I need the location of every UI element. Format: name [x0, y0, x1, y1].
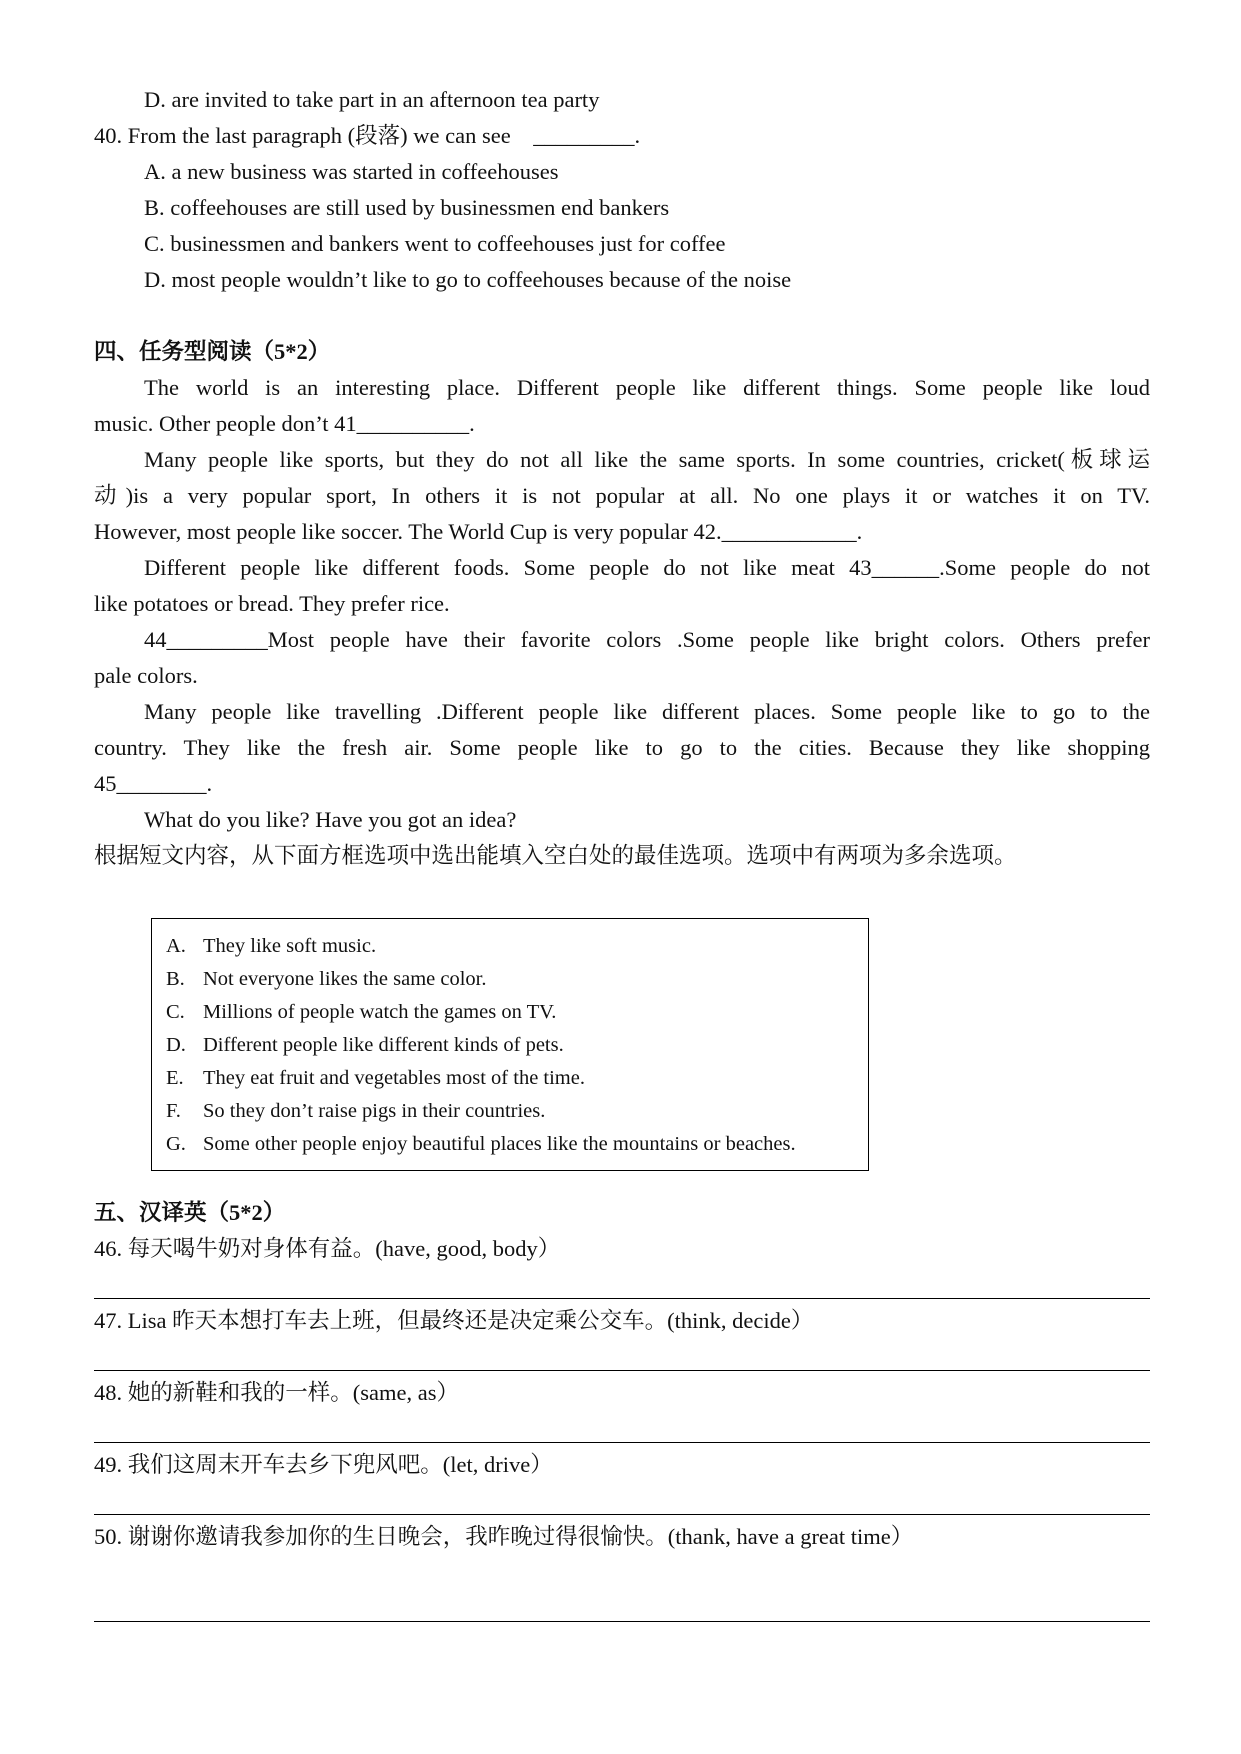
section4-heading: 四、任务型阅读（5*2）	[94, 339, 331, 364]
box-option-text: Different people like different kinds of pets.	[203, 1034, 564, 1056]
passage-line-4: 动)is a very popular sport, In others it is not popular at all. No one plays it or watches it on TV.	[94, 483, 1150, 508]
box-option-text: They like soft music.	[203, 935, 377, 957]
answer-line	[94, 1514, 1150, 1515]
passage-line-11: country. They like the fresh air. Some people like to go to the cities. Because they like shopping	[94, 735, 1150, 760]
translation-q50: 50. 谢谢你邀请我参加你的生日晚会，我昨晚过得很愉快。(thank, have a great time）	[94, 1524, 914, 1549]
box-option-letter: F.	[166, 1100, 181, 1122]
translation-q46: 46. 每天喝牛奶对身体有益。(have, good, body）	[94, 1236, 561, 1261]
box-option-c	[166, 998, 556, 1026]
answer-line	[94, 1621, 1150, 1622]
translation-q48: 48. 她的新鞋和我的一样。(same, as）	[94, 1380, 459, 1405]
box-option-text: So they don’t raise pigs in their countries.	[203, 1100, 546, 1122]
answer-line	[94, 1298, 1150, 1299]
box-option-text: Millions of people watch the games on TV.	[203, 1001, 557, 1023]
box-option-letter: B.	[166, 968, 185, 990]
passage-line-2: music. Other people don’t 41__________.	[94, 411, 475, 436]
section4-instruction: 根据短文内容，从下面方框选项中选出能填入空白处的最佳选项。选项中有两项为多余选项。	[94, 843, 1017, 868]
passage-line-5: However, most people like soccer. The World Cup is very popular 42.____________.	[94, 519, 863, 544]
options-box	[151, 918, 869, 1171]
passage-line-13: What do you like? Have you got an idea?	[144, 807, 517, 832]
answer-line	[94, 1370, 1150, 1371]
box-option-e	[166, 1064, 585, 1092]
box-option-g	[166, 1130, 796, 1158]
box-option-d	[166, 1031, 564, 1059]
q40-stem: 40. From the last paragraph (段落) we can see _________.	[94, 123, 641, 148]
q40-option-c: C. businessmen and bankers went to coffeehouses just for coffee	[144, 231, 726, 256]
passage-line-1: The world is an interesting place. Different people like different things. Some people like loud	[144, 375, 1150, 400]
passage-line-9: pale colors.	[94, 663, 198, 688]
box-option-a	[166, 932, 376, 960]
section5-heading: 五、汉译英（5*2）	[94, 1200, 286, 1225]
q40-option-b: B. coffeehouses are still used by businessmen end bankers	[144, 195, 670, 220]
passage-line-3: Many people like sports, but they do not all like the same sports. In some countries, cricket(板球运	[144, 447, 1150, 472]
box-option-b	[166, 965, 487, 993]
answer-line	[94, 1442, 1150, 1443]
box-option-text: Some other people enjoy beautiful places like the mountains or beaches.	[203, 1133, 796, 1155]
box-option-f	[166, 1097, 545, 1125]
box-option-letter: A.	[166, 935, 186, 957]
q40-option-a: A. a new business was started in coffeehouses	[144, 159, 559, 184]
q39-option-d: D. are invited to take part in an afternoon tea party	[144, 87, 600, 112]
passage-line-10: Many people like travelling .Different people like different places. Some people like to go to the	[144, 699, 1150, 724]
box-option-letter: G.	[166, 1133, 186, 1155]
translation-q47: 47. Lisa 昨天本想打车去上班，但最终还是决定乘公交车。(think, decide）	[94, 1308, 814, 1333]
box-option-letter: D.	[166, 1034, 186, 1056]
box-option-letter: C.	[166, 1001, 185, 1023]
q40-option-d: D. most people wouldn’t like to go to coffeehouses because of the noise	[144, 267, 792, 292]
passage-line-6: Different people like different foods. Some people do not like meat 43______.Some people do not	[144, 555, 1150, 580]
box-option-text: Not everyone likes the same color.	[203, 968, 487, 990]
passage-line-8: 44_________Most people have their favorite colors .Some people like bright colors. Others prefer	[144, 627, 1150, 652]
box-option-text: They eat fruit and vegetables most of the time.	[203, 1067, 585, 1089]
passage-line-7: like potatoes or bread. They prefer rice.	[94, 591, 450, 616]
passage-line-12: 45________.	[94, 771, 213, 796]
translation-q49: 49. 我们这周末开车去乡下兜风吧。(let, drive）	[94, 1452, 553, 1477]
box-option-letter: E.	[166, 1067, 184, 1089]
